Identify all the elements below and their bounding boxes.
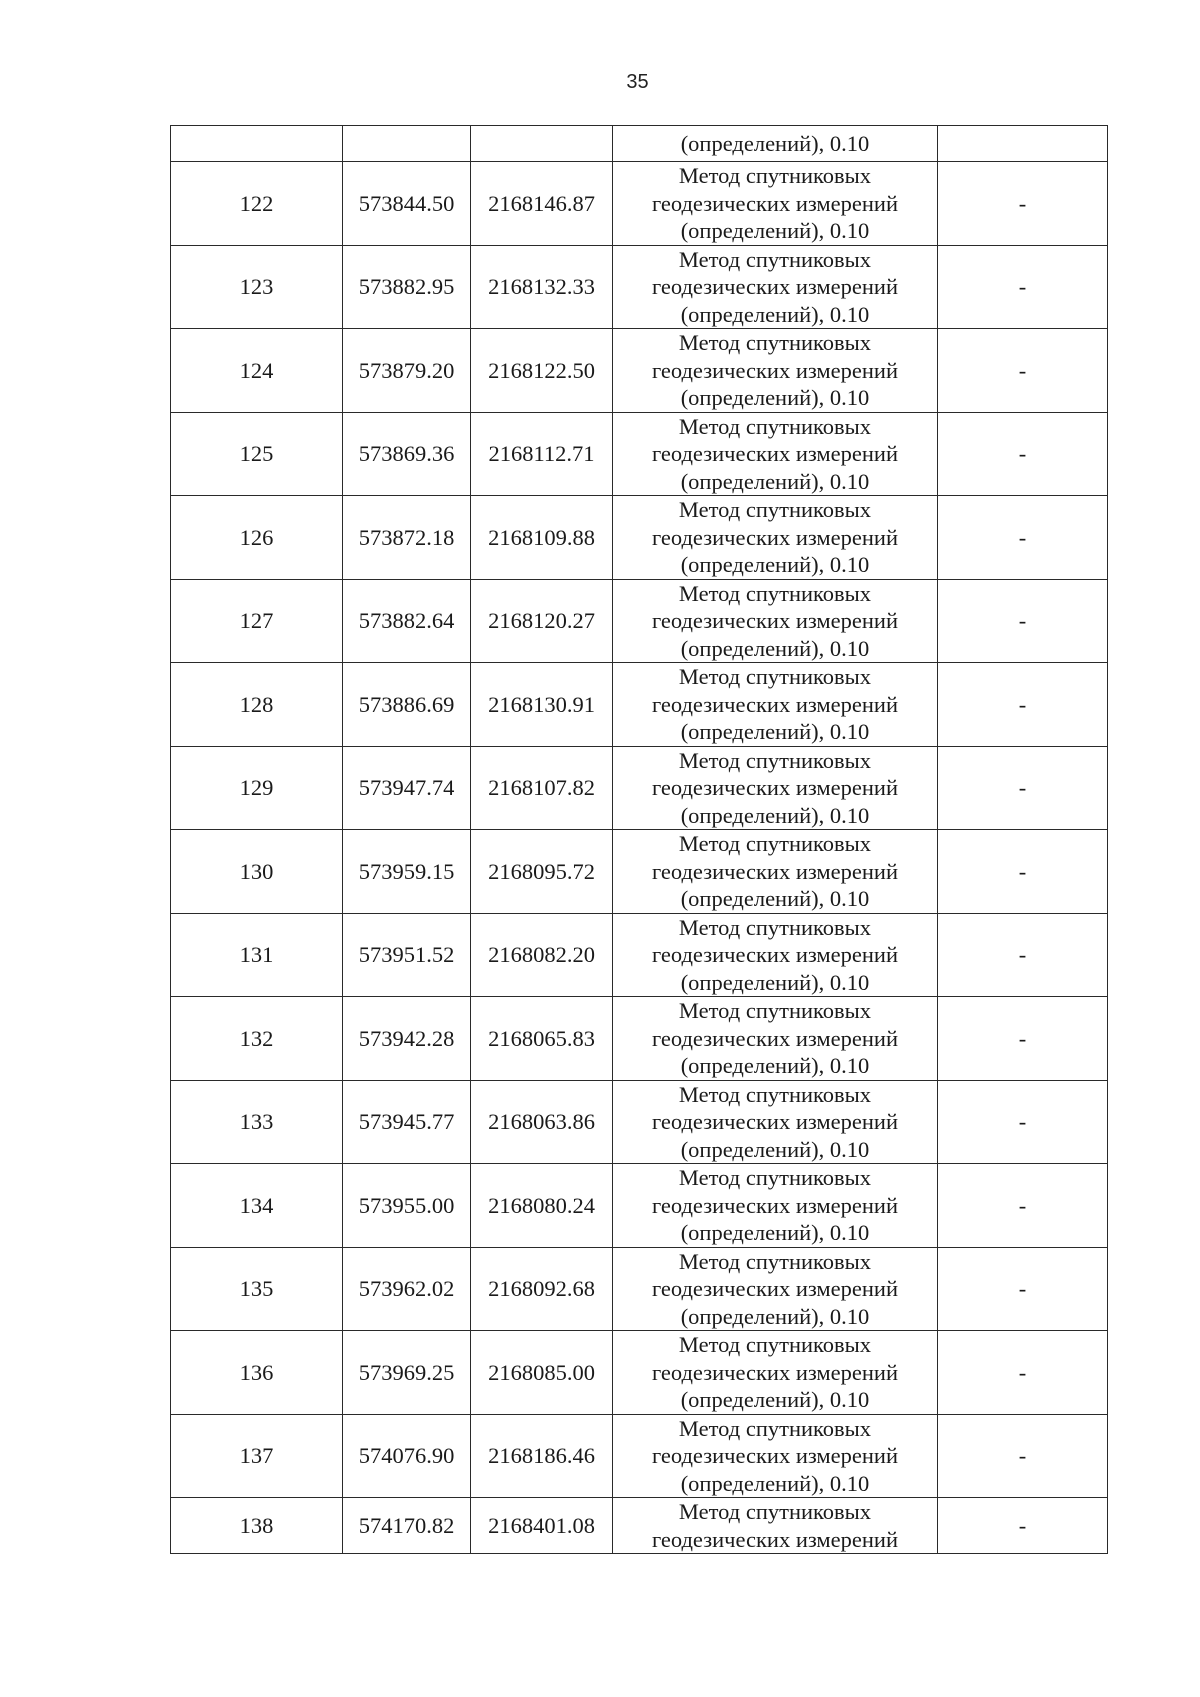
table-row bbox=[171, 997, 1108, 1081]
method-cell: Метод спутниковых геодезических измерений (определений), 0.10 bbox=[613, 1414, 938, 1498]
y-coordinate-cell: 2168401.08 bbox=[471, 1498, 613, 1554]
method-cell: Метод спутниковых геодезических измерений (определений), 0.10 bbox=[613, 746, 938, 830]
method-cell: Метод спутниковых геодезических измерений (определений), 0.10 bbox=[613, 997, 938, 1081]
method-cell: Метод спутниковых геодезических измерений (определений), 0.10 bbox=[613, 579, 938, 663]
table-row bbox=[171, 1080, 1108, 1164]
table-row bbox=[171, 412, 1108, 496]
x-coordinate-cell: 573942.28 bbox=[343, 997, 471, 1081]
description-cell: - bbox=[938, 412, 1108, 496]
y-coordinate-cell: 2168186.46 bbox=[471, 1414, 613, 1498]
method-cell: Метод спутниковых геодезических измерений (определений), 0.10 bbox=[613, 1247, 938, 1331]
coordinates-table bbox=[170, 125, 1108, 1554]
y-coordinate-cell: 2168092.68 bbox=[471, 1247, 613, 1331]
x-coordinate-cell: 573947.74 bbox=[343, 746, 471, 830]
x-coordinate-cell: 573882.64 bbox=[343, 579, 471, 663]
description-cell: - bbox=[938, 1414, 1108, 1498]
method-cell: Метод спутниковых геодезических измерений (определений), 0.10 bbox=[613, 1164, 938, 1248]
description-cell: - bbox=[938, 1247, 1108, 1331]
x-coordinate-cell: 573969.25 bbox=[343, 1331, 471, 1415]
table-row-partial bbox=[171, 1498, 1108, 1554]
method-cell: Метод спутниковых геодезических измерений (определений), 0.10 bbox=[613, 830, 938, 914]
description-cell: - bbox=[938, 329, 1108, 413]
description-cell: - bbox=[938, 579, 1108, 663]
table-row bbox=[171, 746, 1108, 830]
table-row bbox=[171, 162, 1108, 246]
method-cell: Метод спутниковых геодезических измерений (определений), 0.10 bbox=[613, 1331, 938, 1415]
x-coordinate-cell: 574076.90 bbox=[343, 1414, 471, 1498]
y-coordinate-cell: 2168112.71 bbox=[471, 412, 613, 496]
description-cell: - bbox=[938, 913, 1108, 997]
point-number-cell: 136 bbox=[171, 1331, 343, 1415]
y-coordinate-cell: 2168095.72 bbox=[471, 830, 613, 914]
table-row-continuation bbox=[171, 126, 1108, 162]
y-coordinate-cell: 2168082.20 bbox=[471, 913, 613, 997]
table-row bbox=[171, 329, 1108, 413]
point-number-cell: 125 bbox=[171, 412, 343, 496]
x-coordinate-cell: 573844.50 bbox=[343, 162, 471, 246]
table-row bbox=[171, 579, 1108, 663]
method-cell: Метод спутниковых геодезических измерений (определений), 0.10 bbox=[613, 913, 938, 997]
method-cell: Метод спутниковых геодезических измерений (определений), 0.10 bbox=[613, 245, 938, 329]
y-coordinate-cell: 2168132.33 bbox=[471, 245, 613, 329]
point-number-cell: 123 bbox=[171, 245, 343, 329]
table-row bbox=[171, 496, 1108, 580]
description-cell: - bbox=[938, 1080, 1108, 1164]
point-number-cell bbox=[171, 126, 343, 162]
method-cell: Метод спутниковых геодезических измерений (определений), 0.10 bbox=[613, 329, 938, 413]
table-row bbox=[171, 913, 1108, 997]
description-cell: - bbox=[938, 245, 1108, 329]
point-number-cell: 129 bbox=[171, 746, 343, 830]
x-coordinate-cell: 573886.69 bbox=[343, 663, 471, 747]
method-cell: Метод спутниковых геодезических измерений (определений), 0.10 bbox=[613, 162, 938, 246]
point-number-cell: 128 bbox=[171, 663, 343, 747]
y-coordinate-cell: 2168146.87 bbox=[471, 162, 613, 246]
description-cell: - bbox=[938, 746, 1108, 830]
description-cell bbox=[938, 126, 1108, 162]
coordinates-table-body bbox=[171, 126, 1108, 1554]
x-coordinate-cell: 573879.20 bbox=[343, 329, 471, 413]
method-cell: Метод спутниковых геодезических измерений (определений), 0.10 bbox=[613, 496, 938, 580]
x-coordinate-cell: 574170.82 bbox=[343, 1498, 471, 1554]
table-row bbox=[171, 1164, 1108, 1248]
y-coordinate-cell: 2168107.82 bbox=[471, 746, 613, 830]
y-coordinate-cell: 2168080.24 bbox=[471, 1164, 613, 1248]
point-number-cell: 124 bbox=[171, 329, 343, 413]
point-number-cell: 127 bbox=[171, 579, 343, 663]
point-number-cell: 138 bbox=[171, 1498, 343, 1554]
point-number-cell: 133 bbox=[171, 1080, 343, 1164]
point-number-cell: 131 bbox=[171, 913, 343, 997]
description-cell: - bbox=[938, 162, 1108, 246]
x-coordinate-cell: 573872.18 bbox=[343, 496, 471, 580]
y-coordinate-cell: 2168130.91 bbox=[471, 663, 613, 747]
x-coordinate-cell: 573955.00 bbox=[343, 1164, 471, 1248]
point-number-cell: 134 bbox=[171, 1164, 343, 1248]
y-coordinate-cell bbox=[471, 126, 613, 162]
x-coordinate-cell: 573869.36 bbox=[343, 412, 471, 496]
method-cell: Метод спутниковых геодезических измерений (определений), 0.10 bbox=[613, 412, 938, 496]
y-coordinate-cell: 2168063.86 bbox=[471, 1080, 613, 1164]
description-cell: - bbox=[938, 1498, 1108, 1554]
table-row bbox=[171, 663, 1108, 747]
method-cell: Метод спутниковых геодезических измерений (определений), 0.10 bbox=[613, 1080, 938, 1164]
y-coordinate-cell: 2168085.00 bbox=[471, 1331, 613, 1415]
point-number-cell: 130 bbox=[171, 830, 343, 914]
y-coordinate-cell: 2168065.83 bbox=[471, 997, 613, 1081]
y-coordinate-cell: 2168122.50 bbox=[471, 329, 613, 413]
description-cell: - bbox=[938, 663, 1108, 747]
table-row bbox=[171, 830, 1108, 914]
table-row bbox=[171, 245, 1108, 329]
method-cell: Метод спутниковых геодезических измерений (определений), 0.10 bbox=[613, 663, 938, 747]
table-row bbox=[171, 1247, 1108, 1331]
x-coordinate-cell bbox=[343, 126, 471, 162]
x-coordinate-cell: 573882.95 bbox=[343, 245, 471, 329]
point-number-cell: 126 bbox=[171, 496, 343, 580]
method-cell: Метод спутниковых геодезических измерений bbox=[613, 1498, 938, 1554]
x-coordinate-cell: 573945.77 bbox=[343, 1080, 471, 1164]
x-coordinate-cell: 573951.52 bbox=[343, 913, 471, 997]
description-cell: - bbox=[938, 496, 1108, 580]
description-cell: - bbox=[938, 1331, 1108, 1415]
point-number-cell: 137 bbox=[171, 1414, 343, 1498]
description-cell: - bbox=[938, 1164, 1108, 1248]
description-cell: - bbox=[938, 830, 1108, 914]
method-cell: (определений), 0.10 bbox=[613, 126, 938, 162]
point-number-cell: 135 bbox=[171, 1247, 343, 1331]
point-number-cell: 122 bbox=[171, 162, 343, 246]
y-coordinate-cell: 2168120.27 bbox=[471, 579, 613, 663]
x-coordinate-cell: 573959.15 bbox=[343, 830, 471, 914]
y-coordinate-cell: 2168109.88 bbox=[471, 496, 613, 580]
table-row bbox=[171, 1331, 1108, 1415]
point-number-cell: 132 bbox=[171, 997, 343, 1081]
x-coordinate-cell: 573962.02 bbox=[343, 1247, 471, 1331]
page-number: 35 bbox=[626, 71, 649, 93]
table-row bbox=[171, 1414, 1108, 1498]
description-cell: - bbox=[938, 997, 1108, 1081]
